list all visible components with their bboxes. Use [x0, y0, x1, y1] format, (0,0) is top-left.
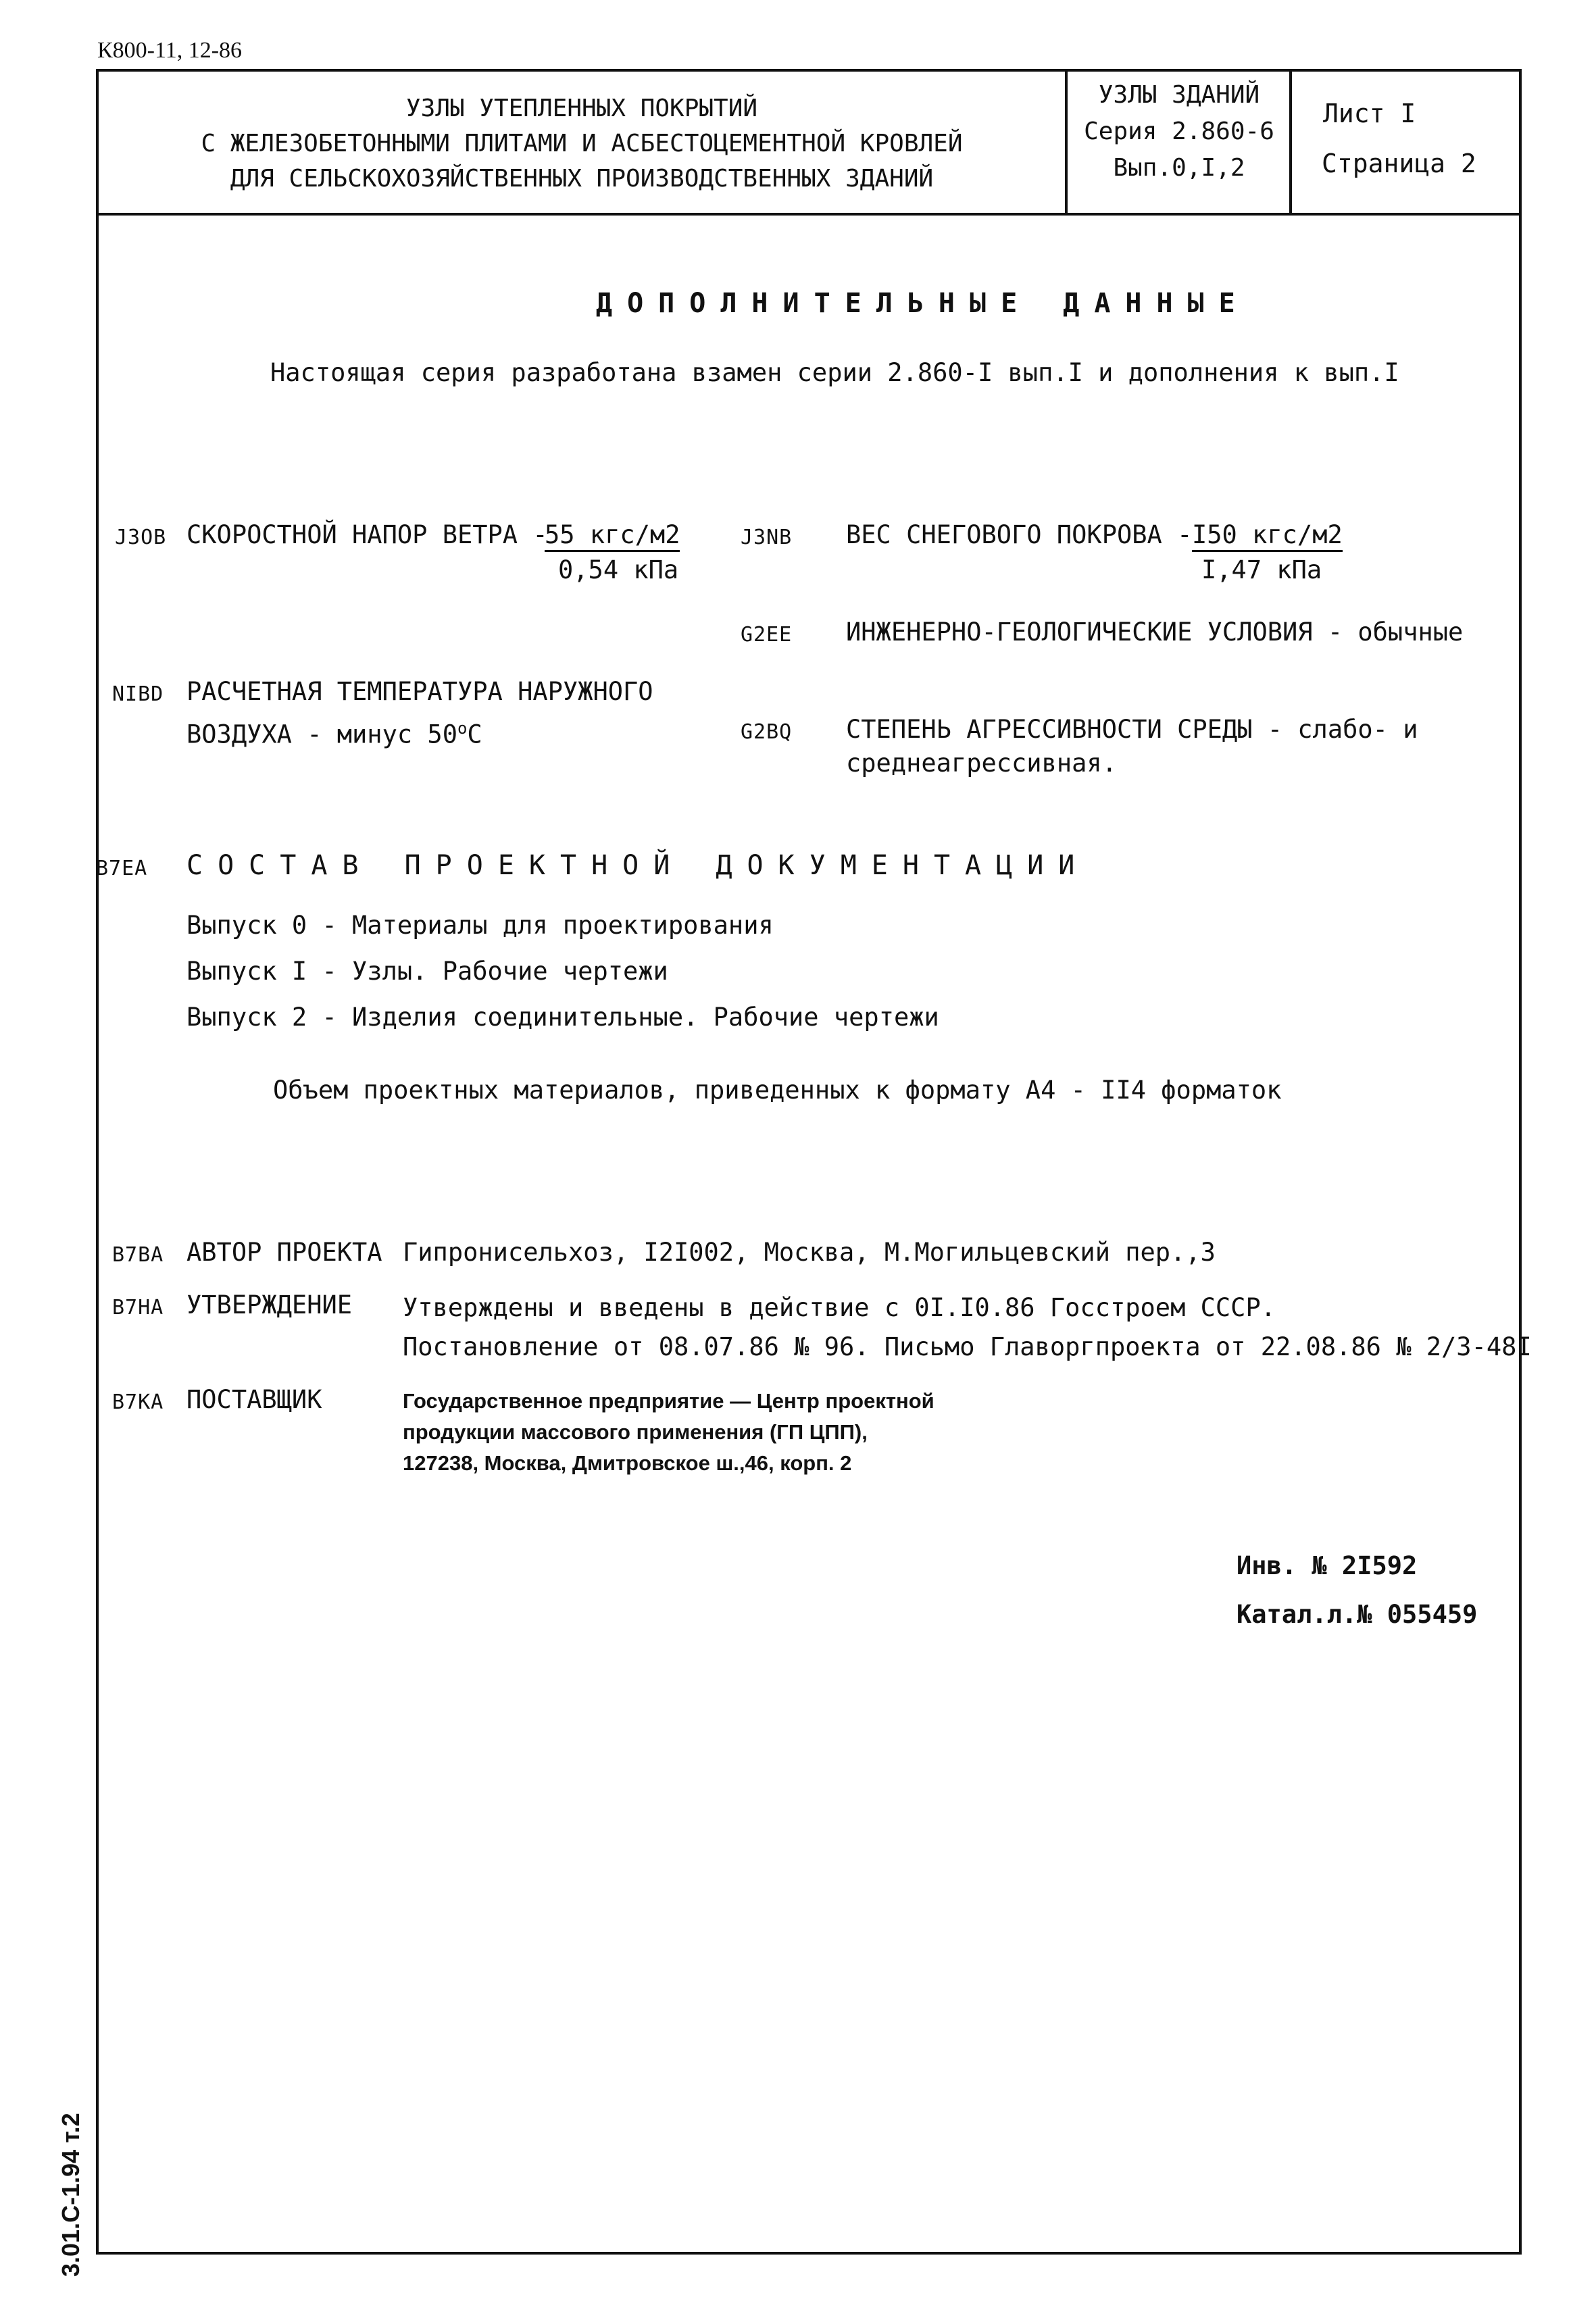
composition-code: B7EA	[96, 857, 148, 880]
documentation-volume: Объем проектных материалов, приведенных к формату А4 - II4 форматок	[273, 1076, 1282, 1105]
aggressiveness-code: G2BQ	[741, 720, 793, 744]
snow-code: J3NB	[741, 526, 793, 549]
aggressiveness-line-1: СТЕПЕНЬ АГРЕССИВНОСТИ СРЕДЫ - слабо- и	[846, 715, 1418, 744]
replacement-note: Настоящая серия разработана взамен серии 2.860-I вып.I и дополнения к вып.I	[270, 358, 1399, 387]
geology-text: ИНЖЕНЕРНО-ГЕОЛОГИЧЕСКИЕ УСЛОВИЯ - обычные	[846, 618, 1464, 647]
snow-value-kpa: I,47 кПа	[1201, 555, 1322, 584]
wind-value-kpa: 0,54 кПа	[558, 555, 679, 584]
supplier-line-1: Государственное предприятие — Центр проектной	[403, 1389, 934, 1413]
catalog-number: Катал.л.№ 055459	[1237, 1600, 1478, 1629]
inventory-number: Инв. № 2I592	[1237, 1551, 1418, 1580]
temperature-line-2	[186, 719, 482, 749]
geology-code: G2EE	[741, 623, 793, 647]
page-number: Страница 2	[1322, 149, 1476, 178]
header-title-line-1: УЗЛЫ УТЕПЛЕННЫХ ПОКРЫТИЙ	[405, 95, 758, 122]
author-code: B7BA	[112, 1243, 164, 1267]
series-line-2: Серия 2.860-6	[1084, 118, 1274, 145]
approval-line-2: Постановление от 08.07.86 № 96. Письмо Главоргпроекта от 22.08.86 № 2/3-48I	[403, 1332, 1532, 1361]
header-title-line-2: С ЖЕЛЕЗОБЕТОННЫМИ ПЛИТАМИ И АСБЕСТОЦЕМЕНТНОЙ КРОВЛЕЙ	[201, 130, 963, 157]
supplier-line-2: продукции массового применения (ГП ЦПП),	[403, 1420, 868, 1444]
wind-code: J3OB	[115, 526, 167, 549]
supplier-line-3: 127238, Москва, Дмитровское ш.,46, корп. 2	[403, 1451, 852, 1475]
composition-item-1: Выпуск I - Узлы. Рабочие чертежи	[186, 957, 668, 986]
author-label: АВТОР ПРОЕКТА	[186, 1238, 382, 1267]
document-code: К800-11, 12-86	[97, 38, 243, 63]
side-code: 3.01.С-1.94 т.2	[57, 2113, 84, 2277]
wind-label: СКОРОСТНОЙ НАПОР ВЕТРА -	[186, 520, 548, 549]
header-title-line-3: ДЛЯ СЕЛЬСКОХОЗЯЙСТВЕННЫХ ПРОИЗВОДСТВЕННЫХ ЗДАНИЙ	[230, 165, 934, 193]
header-divider	[96, 213, 1522, 216]
approval-code: B7HA	[112, 1296, 164, 1319]
series-line-1: УЗЛЫ ЗДАНИЙ	[1098, 81, 1260, 109]
temperature-value: ВОЗДУХА - минус 50	[186, 720, 457, 749]
composition-title: СОСТАВ ПРОЕКТНОЙ ДОКУМЕНТАЦИИ	[186, 850, 1090, 881]
snow-label: ВЕС СНЕГОВОГО ПОКРОВА -	[846, 520, 1193, 549]
approval-label: УТВЕРЖДЕНИЕ	[186, 1290, 353, 1319]
wind-value-kgs: 55 кгс/м2	[545, 520, 680, 552]
page-frame	[96, 69, 1522, 2255]
aggressiveness-line-2: среднеагрессивная.	[846, 749, 1117, 778]
snow-value-kgs: I50 кгс/м2	[1192, 520, 1343, 552]
header-divider-1	[1065, 69, 1068, 214]
section-title: ДОПОЛНИТЕЛЬНЫЕ ДАННЫЕ	[596, 288, 1250, 319]
degree-sign: о	[457, 719, 468, 738]
temperature-unit: С	[467, 720, 482, 749]
temperature-line-1: РАСЧЕТНАЯ ТЕМПЕРАТУРА НАРУЖНОГО	[186, 677, 653, 706]
approval-line-1: Утверждены и введены в действие с 0I.I0.86 Госстроем СССР.	[403, 1293, 1276, 1322]
temperature-code: NIBD	[112, 682, 164, 706]
sheet-number: Лист I	[1323, 99, 1416, 128]
header-divider-2	[1289, 69, 1292, 214]
supplier-label: ПОСТАВЩИК	[186, 1385, 322, 1414]
composition-item-2: Выпуск 2 - Изделия соединительные. Рабочие чертежи	[186, 1003, 939, 1032]
series-line-3: Вып.0,I,2	[1113, 154, 1245, 182]
author-text: Гипронисельхоз, I2I002, Москва, М.Могильцевский пер.,3	[403, 1238, 1216, 1267]
composition-item-0: Выпуск 0 - Материалы для проектирования	[186, 911, 774, 940]
supplier-code: B7KA	[112, 1390, 164, 1414]
